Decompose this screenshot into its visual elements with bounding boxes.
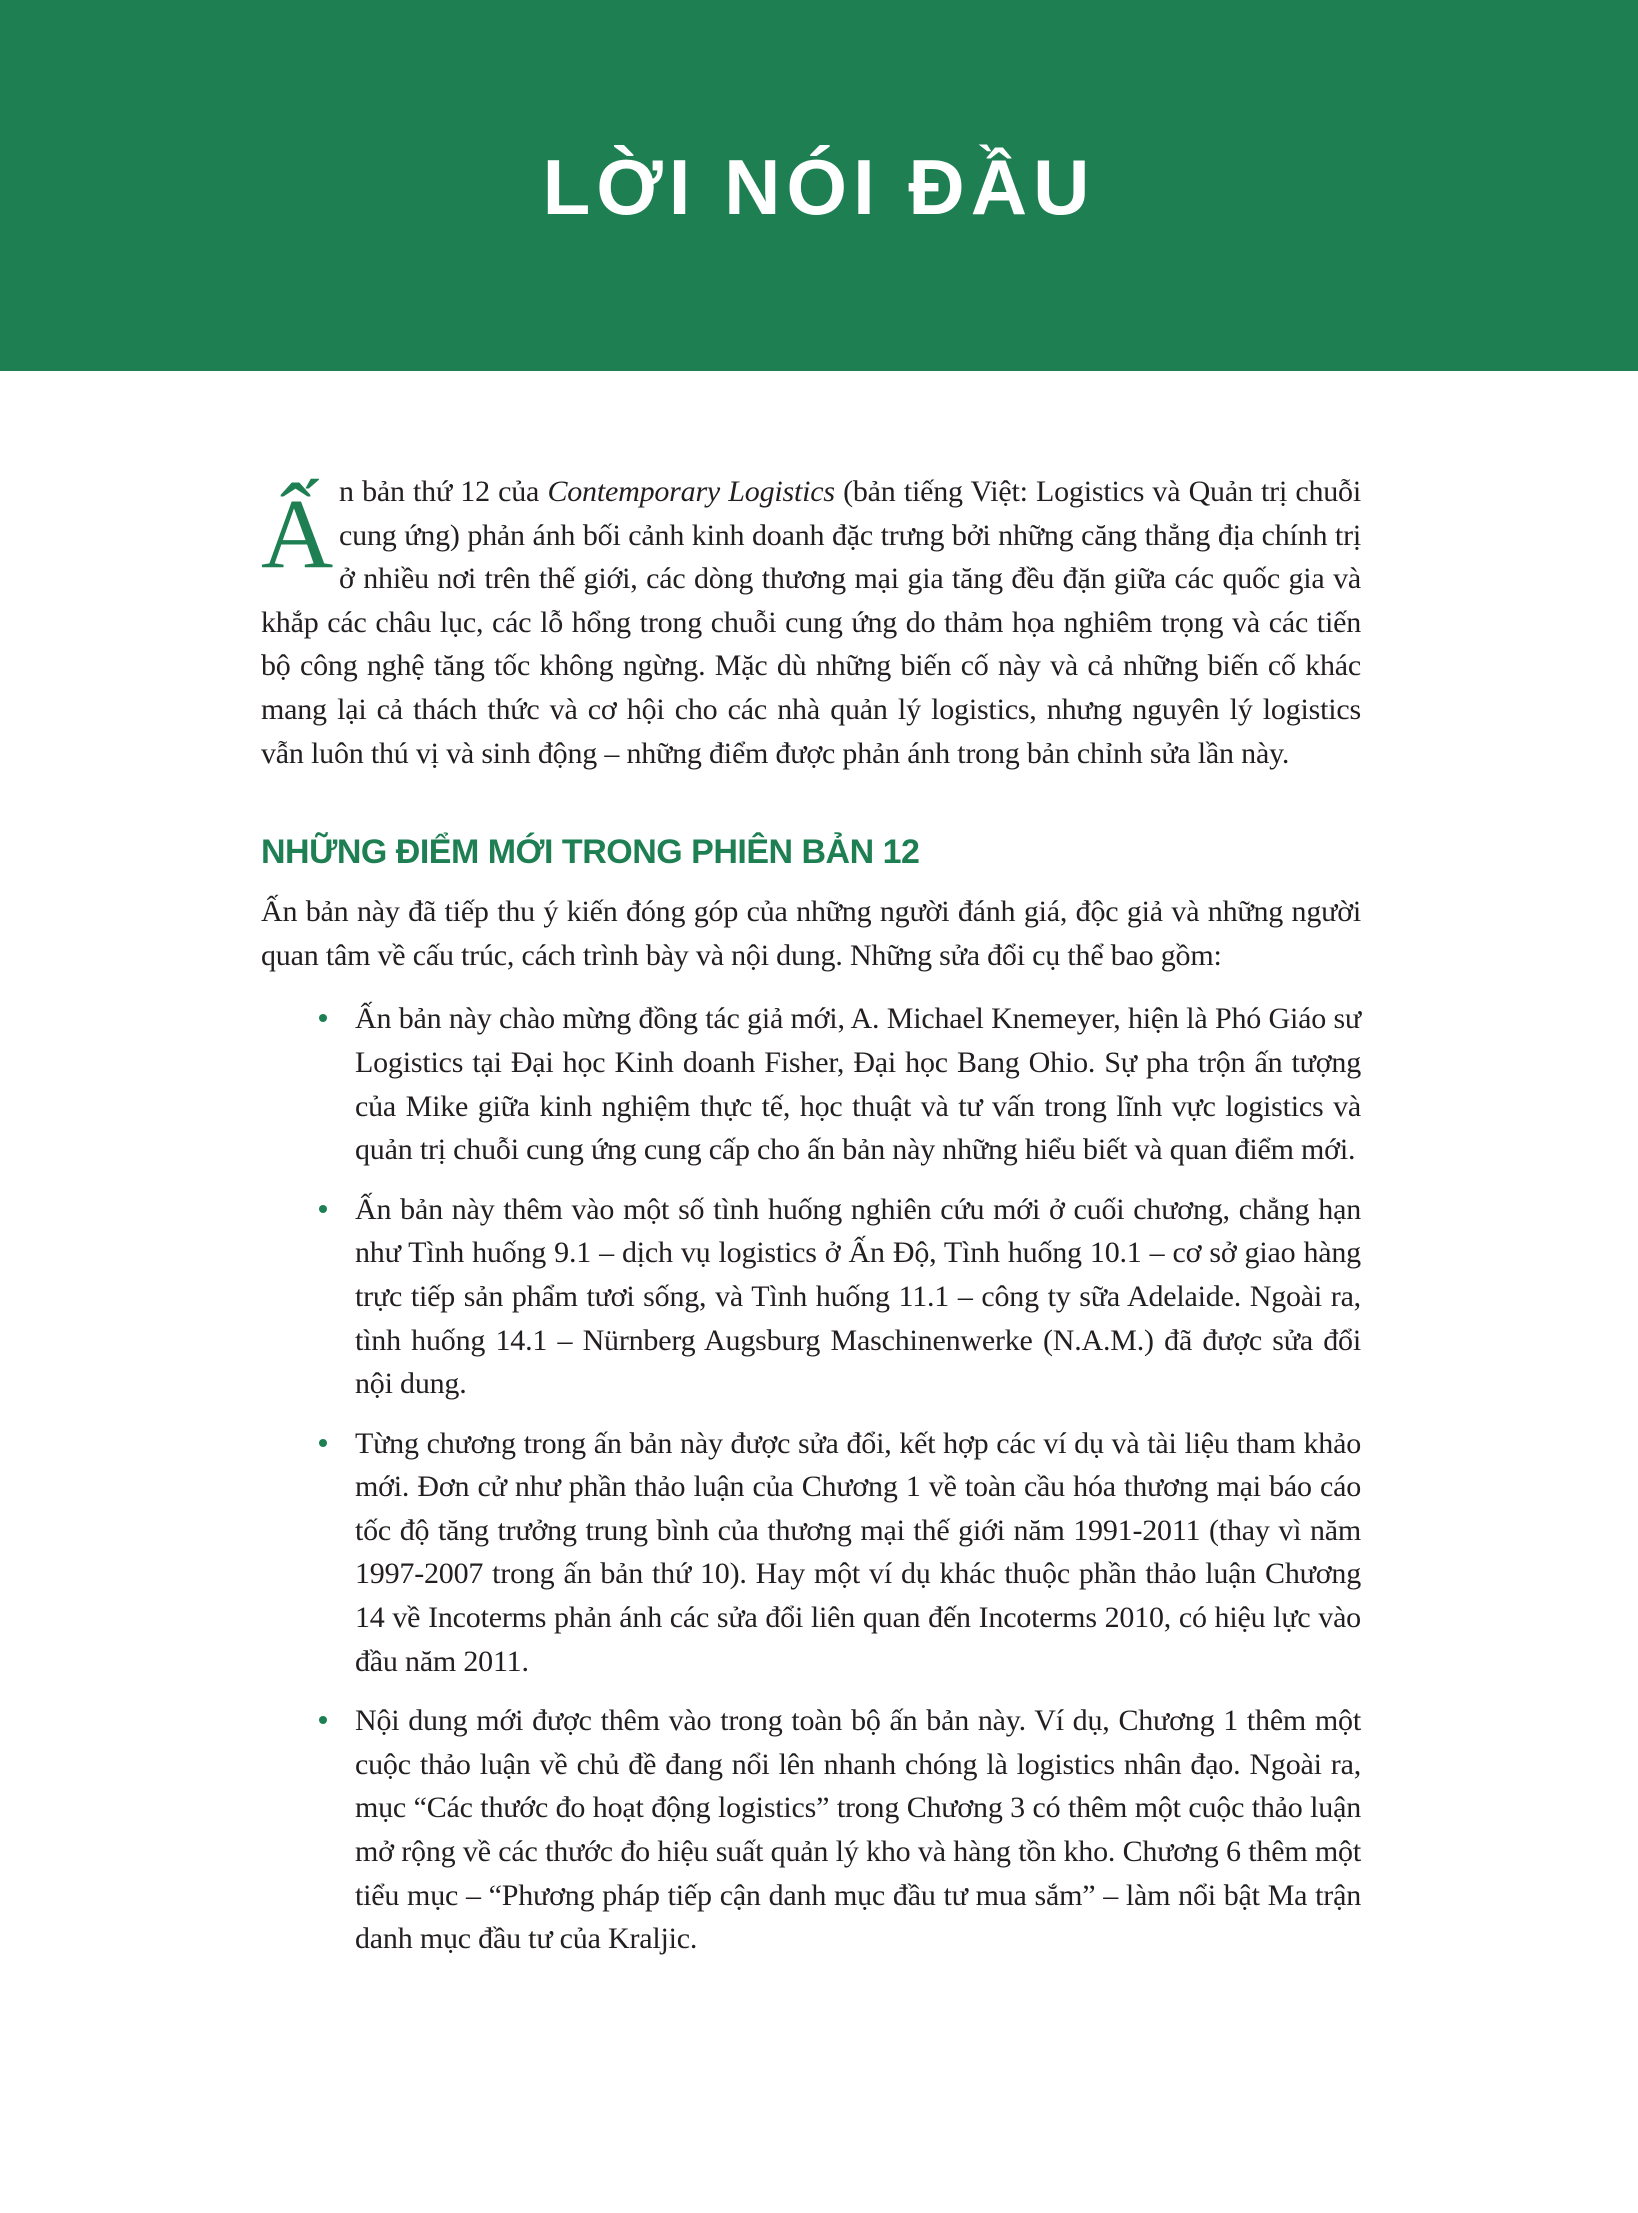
bullet-icon xyxy=(319,1014,327,1022)
list-item xyxy=(355,1422,1361,1684)
page-title: LỜI NÓI ĐẦU xyxy=(542,143,1096,231)
intro-text-rest: (bản tiếng Việt: Logistics và Quản trị chuỗi cung ứng) phản ánh bối cảnh kinh doanh đặc trưng bởi những căng thẳng địa chính trị ở nhiều nơi trên thế giới, các dòng thương mại gia tăng đều đặn giữa các quốc gia và khắp các châu lục, các lỗ hổng trong chuỗi cung ứng do thảm họa nghiêm trọng và các tiến bộ công nghệ tăng tốc không ngừng. Mặc dù những biến cố này và cả những biến cố khác mang lại cả thách thức và cơ hội cho các nhà quản lý logistics, nhưng nguyên lý logistics vẫn luôn thú vị và sinh động – những điểm được phản ánh trong bản chỉnh sửa lần này. xyxy=(261,475,1361,770)
bullet-icon xyxy=(319,1205,327,1213)
intro-text: n bản thứ 12 của xyxy=(339,475,548,508)
section-lead: Ấn bản này đã tiếp thu ý kiến đóng góp của những người đánh giá, độc giả và những người quan tâm về cấu trúc, cách trình bày và nội dung. Những sửa đổi cụ thể bao gồm: xyxy=(261,895,1361,972)
list-item-text: Từng chương trong ấn bản này được sửa đổi, kết hợp các ví dụ và tài liệu tham khảo mới. Đơn cử như phần thảo luận của Chương 1 về toàn cầu hóa thương mại báo cáo tốc độ tăng trưởng trung bình của thương mại thế giới năm 1991-2011 (thay vì năm 1997-2007 trong ấn bản thứ 10). Hay một ví dụ khác thuộc phần thảo luận Chương 14 về Incoterms phản ánh các sửa đổi liên quan đến Incoterms 2010, có hiệu lực vào đầu năm 2011. xyxy=(355,1426,1361,1678)
changes-list xyxy=(261,997,1361,1960)
list-item xyxy=(355,1699,1361,1961)
drop-cap: Ấ xyxy=(261,478,334,589)
title-banner xyxy=(0,0,1638,371)
list-item xyxy=(355,1188,1361,1406)
book-title: Contemporary Logistics xyxy=(547,475,835,508)
section-heading: NHỮNG ĐIỂM MỚI TRONG PHIÊN BẢN 12 xyxy=(261,833,920,872)
intro-paragraph xyxy=(261,470,1361,775)
list-item-text: Ấn bản này chào mừng đồng tác giả mới, A. Michael Knemeyer, hiện là Phó Giáo sư Logistics tại Đại học Kinh doanh Fisher, Đại học Bang Ohio. Sự pha trộn ấn tượng của Mike giữa kinh nghiệm thực tế, học thuật và tư vấn trong lĩnh vực logistics và quản trị chuỗi cung ứng cung cấp cho ấn bản này những hiểu biết và quan điểm mới. xyxy=(355,1002,1361,1167)
list-item-text: Nội dung mới được thêm vào trong toàn bộ ấn bản này. Ví dụ, Chương 1 thêm một cuộc thảo luận về chủ đề đang nổi lên nhanh chóng là logistics nhân đạo. Ngoài ra, mục “Các thước đo hoạt động logistics” trong Chương 3 có thêm một cuộc thảo luận mở rộng về các thước đo hiệu suất quản lý kho và hàng tồn kho. Chương 6 thêm một tiểu mục – “Phương pháp tiếp cận danh mục đầu tư mua sắm” – làm nổi bật Ma trận danh mục đầu tư của Kraljic. xyxy=(355,1704,1361,1956)
list-item-text: Ấn bản này thêm vào một số tình huống nghiên cứu mới ở cuối chương, chẳng hạn như Tình huống 9.1 – dịch vụ logistics ở Ấn Độ, Tình huống 10.1 – cơ sở giao hàng trực tiếp sản phẩm tươi sống, và Tình huống 11.1 – công ty sữa Adelaide. Ngoài ra, tình huống 14.1 – Nürnberg Augsburg Maschinenwerke (N.A.M.) đã được sửa đổi nội dung. xyxy=(355,1192,1361,1401)
list-item xyxy=(355,997,1361,1171)
bullet-icon xyxy=(319,1716,327,1724)
document-body xyxy=(261,470,1361,1977)
bullet-icon xyxy=(319,1439,327,1447)
